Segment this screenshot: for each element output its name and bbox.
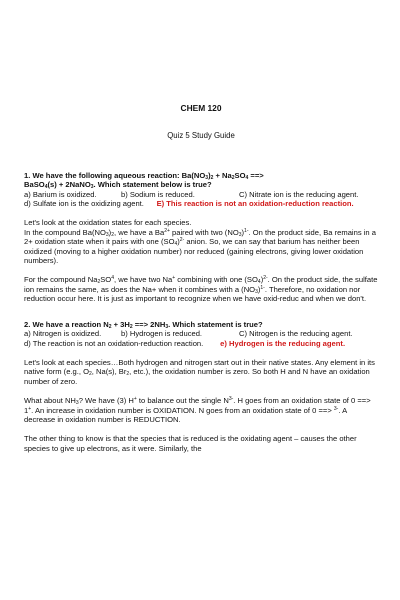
option-e-answer: E) This reaction is not an oxidation-reduction reaction. [156, 199, 354, 209]
question-1 [24, 171, 378, 304]
question-2 [24, 320, 378, 453]
option-a: a) Barium is oxidized. [24, 189, 97, 199]
option-a: a) Nitrogen is oxidized. [24, 329, 102, 339]
q1-explanation-2: For the compound $Na_2SO^4$, we have two Na+ combining with one $(SO_4)^{2-}$. On the product side, the sulfate ion remains the same, as does the Na+ when it combines with a $(NO_3)^{1-}$. Therefore, no oxidation nor reduction occur here. It is just as important to recognize when we have oxid-reduc and when we don't. [24, 275, 378, 304]
option-d: d) The reaction is not an oxidation-reduction reaction. [24, 338, 204, 348]
option-e-answer: e) Hydrogen is the reducing agent. [220, 338, 346, 348]
option-c: C) Nitrogen is the reducing agent. [239, 329, 353, 339]
page-title: CHEM 120 [180, 103, 222, 113]
q2-explanation-2: What about $NH_3$? We have (3) H+ to balance out the single $N^{3-}$. H goes from an oxidation state of 0 ==> 1+. An increase in oxidation number is OXIDATION. N goes from an oxidation state of 0 ==> $^{3-}$. A decrease in oxidation number is REDUCTION. [24, 396, 371, 424]
q2-explanation-1: Let's look at each species…Both hydrogen and nitrogen start out in their native states. Any element in its native form (e.g., $O_2$, Na(s), $Br_2$, etc.), the oxidation number is zero. So both H and N have an oxidation number of zero. [24, 357, 375, 386]
question-1-prompt: 1. We have the following aqueous reaction: $Ba(NO_3)_2 + Na_2SO_4$ ==> BaSO$_4$(s) + 2NaNO$_3$. Which statement below is true? [24, 170, 264, 191]
option-d: d) Sulfate ion is the oxidizing agent. [24, 199, 144, 209]
document-body [24, 104, 378, 453]
q2-explanation-3: The other thing to know is that the species that is reduced is the oxidating agent – causes the other species to give up electrons, as it were. Similarly, the [24, 434, 357, 453]
option-b: b) Sodium is reduced. [121, 189, 195, 199]
q1-explanation-1: Let's look at the oxidation states for each species. In the compound $Ba(NO_3)_2$, we have a $Ba^{2+}$ paired with two $(NO_3)^{1-}$. On the product side, Ba remains in a 2+ oxidation state when it pairs with one $(SO_4)^{2-}$ anion. So, we can say that barium has neither been oxidized (moving to a higher oxidation number) nor reduced (gaining electrons, giving lower oxidation numbers). [24, 218, 376, 266]
question-2-prompt: 2. We have a reaction $N_2 + 3H_2$ ==> $2NH_3$. Which statement is true? [24, 319, 263, 330]
option-b: b) Hydrogen is reduced. [121, 329, 203, 339]
option-c: C) Nitrate ion is the reducing agent. [239, 189, 359, 199]
page-subtitle: Quiz 5 Study Guide [167, 131, 235, 141]
question-2-options [24, 329, 378, 348]
question-1-options [24, 190, 378, 209]
